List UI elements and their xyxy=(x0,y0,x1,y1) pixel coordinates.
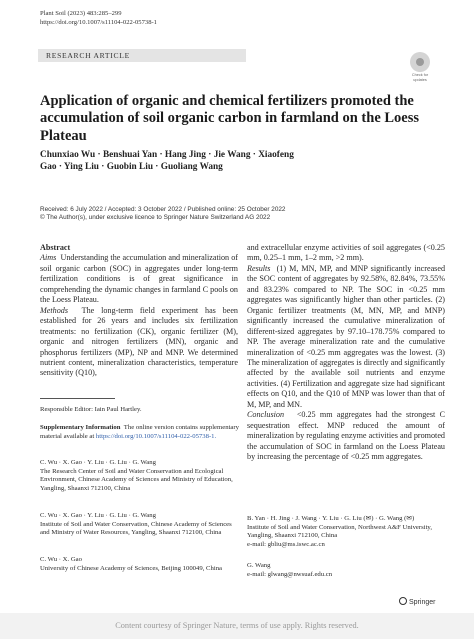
supp-link[interactable]: https://doi.org/10.1007/s11104-022-05738-1. xyxy=(95,432,217,440)
received-accepted-dates: Received: 6 July 2022 / Accepted: 3 October 2022 / Published online: 25 October 2022 xyxy=(40,206,286,213)
conclusion-label: Conclusion xyxy=(247,410,285,420)
abstract-conclusion xyxy=(247,410,445,462)
publisher-name: Springer xyxy=(409,599,436,606)
results-label: Results xyxy=(247,263,271,273)
responsible-editor: Responsible Editor: Iain Paul Hartley. xyxy=(40,406,142,413)
journal-doi[interactable]: https://doi.org/10.1007/s11104-022-05738-1 xyxy=(40,18,157,26)
journal-header xyxy=(40,10,157,27)
abstract-right-column xyxy=(247,243,445,463)
affiliation-5: G. Wang e-mail: glwang@nwsuaf.edu.cn xyxy=(247,562,333,578)
abstract-left-column xyxy=(40,243,238,379)
abstract-heading: Abstract xyxy=(40,243,71,252)
journal-name: Plant Soil (2023) 483:285–299 xyxy=(40,10,122,17)
copyright-notice: © The Author(s), under exclusive licence to Springer Nature Switzerland AG 2022 xyxy=(40,214,271,222)
abstract-aims xyxy=(40,253,238,305)
abstract-results xyxy=(247,264,445,410)
affiliation-1: C. Wu · X. Gao · Y. Liu · G. Liu · G. Wang The Research Center of Soil and Water Conservation and Ecological Environment, Chinese Academy of Sciences and Ministry of Education, Yangling, Shaanxi 712100, China xyxy=(40,459,233,492)
results-text: (1) M, MN, MP, and MNP significantly increased the SOC content of aggregates by 92.58%, 82.84%, 73.55% and 83.23% compared to NP. The SOC in <0.25 mm aggregates was significantly higher than other particles. (2) Organic fertilizer treatments (M, MN, MP, and MNP) significantly increased the cumulative mineralization of different-sized aggregates by 97.10–178.75% compared to NP. The average mineralization rate and the cumulative mineralization of <0.25 mm aggregates was the lowest. (3) The mineralization of aggregates is directly and significantly affected by the available soil nutrients and enzyme activities. (4) Fertilization and aggregate size had significant effects on Q10, and the Q10 of MNP was lower than that of M, MP, and MN. xyxy=(247,263,446,409)
aims-text: Understanding the accumulation and mineralization of soil organic carbon (SOC) in aggregates under long-term fertilization conditions is of great significance in comprehending the dynamic changes in farmland C pools on the Loess Plateau. xyxy=(40,253,238,305)
article-type-label: RESEARCH ARTICLE xyxy=(46,51,130,60)
article-title: Application of organic and chemical fertilizers promoted the accumulation of soil organic carbon in farmland on the Loess Plateau xyxy=(40,93,420,144)
springer-logo xyxy=(399,597,435,606)
methods-label: Methods xyxy=(40,305,68,315)
author-list: Chunxiao Wu · Benshuai Yan · Hang Jing · Jie Wang · Xiaofeng Gao · Ying Liu · Guobin Liu · Guoliang Wang xyxy=(40,150,294,172)
springer-horse-icon xyxy=(399,597,407,605)
article-type-badge xyxy=(38,49,246,62)
supp-text: The online version contains supplementary material available at xyxy=(40,424,239,440)
check-for-updates[interactable] xyxy=(402,52,438,83)
affiliation-2: C. Wu · X. Gao · Y. Liu · G. Liu · G. Wang Institute of Soil and Water Conservation, Chinese Academy of Sciences and Ministry of Water Resources, Yangling, Shaanxi 712100, China xyxy=(40,512,232,537)
check-updates-line2: updates xyxy=(413,78,427,83)
footnote-divider xyxy=(40,398,115,399)
methods-text: The long-term field experiment has been established for 26 years and includes six fertilization treatments: no fertilization (CK), organic fertilizer (M), organic and nitrogen fertilizers (MN), organic and phosphorus fertilizers (MP), NP and MNP. We determined nutrient content, mineralization characteristics, temperature sensitivity (Q10), xyxy=(40,305,238,378)
supp-label: Supplementary Information xyxy=(40,424,121,431)
abstract-methods xyxy=(40,306,238,379)
courtesy-footer: Content courtesy of Springer Nature, terms of use apply. Rights reserved. xyxy=(0,613,474,639)
conclusion-text: <0.25 mm aggregates had the strongest C sequestration effect. MNP reduced the amount of mineralization by regulating enzyme activities and promoted the accumulation of SOC in farmland on the Loess Plateau by increasing the percentage of <0.25 mm aggregates. xyxy=(247,410,445,462)
affiliation-4: B. Yan · H. Jing · J. Wang · Y. Liu · G. Liu (✉) · G. Wang (✉) Institute of Soil and Water Conservation, Northwest A&F University, Yangling, Shaanxi 712100, China e-mail: gbliu@ms.iswc.ac.cn xyxy=(247,515,433,548)
aims-label: Aims xyxy=(40,253,57,263)
check-updates-line1: Check for xyxy=(411,73,429,77)
supplementary-info xyxy=(40,424,240,441)
affiliation-3: C. Wu · X. Gao University of Chinese Academy of Sciences, Beijing 100049, China xyxy=(40,556,223,572)
check-updates-icon xyxy=(410,52,430,72)
publication-dates xyxy=(40,206,460,222)
abstract-continuation: and extracellular enzyme activities of soil aggregates (<0.25 mm, 0.25–1 mm, 1–2 mm, >2 mm). xyxy=(247,243,445,263)
